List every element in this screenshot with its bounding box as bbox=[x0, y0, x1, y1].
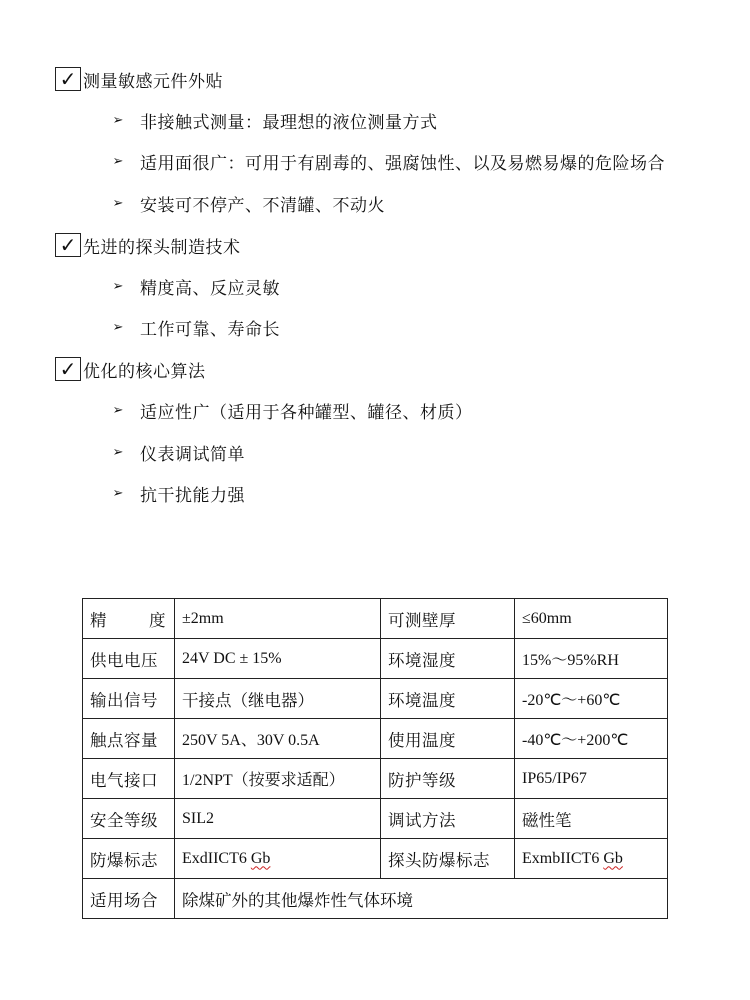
spec-value: IP65/IP67 bbox=[515, 759, 668, 799]
feature-bullet-text: 精度高、反应灵敏 bbox=[140, 278, 280, 299]
table-row bbox=[83, 759, 668, 799]
table-row bbox=[83, 719, 668, 759]
spec-label: 触点容量 bbox=[83, 719, 175, 759]
feature-heading bbox=[55, 356, 206, 382]
table-row bbox=[83, 599, 668, 639]
spec-value: ±2mm bbox=[175, 599, 381, 639]
spec-value-main: ExdIICT6 bbox=[182, 849, 251, 867]
spec-value: 1/2NPT（按要求适配） bbox=[175, 759, 381, 799]
table-row bbox=[83, 679, 668, 719]
spec-label: 环境温度 bbox=[381, 679, 515, 719]
feature-bullet bbox=[110, 274, 280, 298]
table-row bbox=[83, 879, 668, 919]
feature-heading-text: 测量敏感元件外贴 bbox=[83, 71, 223, 92]
spec-label: 适用场合 bbox=[83, 879, 175, 919]
feature-bullet bbox=[110, 481, 245, 505]
feature-bullet-text: 抗干扰能力强 bbox=[140, 485, 245, 506]
spec-label: 供电电压 bbox=[83, 639, 175, 679]
spec-label: 输出信号 bbox=[83, 679, 175, 719]
arrow-bullet-icon: ➢ bbox=[112, 485, 124, 501]
spec-value: 24V DC ± 15% bbox=[175, 639, 381, 679]
spec-value: ≤60mm bbox=[515, 599, 668, 639]
feature-heading-text: 先进的探头制造技术 bbox=[83, 237, 241, 258]
spec-label-part: 度 bbox=[149, 610, 166, 630]
table-row bbox=[83, 799, 668, 839]
arrow-bullet-icon: ➢ bbox=[112, 402, 124, 418]
spec-value: SIL2 bbox=[175, 799, 381, 839]
feature-bullet bbox=[110, 398, 473, 422]
arrow-bullet-icon: ➢ bbox=[112, 278, 124, 294]
spec-value: 除煤矿外的其他爆炸性气体环境 bbox=[175, 879, 668, 919]
spellcheck-underlined-text: Gb bbox=[603, 849, 623, 867]
check-icon: ✓ bbox=[55, 357, 81, 381]
feature-bullet bbox=[110, 440, 245, 464]
feature-bullet-text: 适用面很广：可用于有剧毒的、强腐蚀性、以及易燃易爆的危险场合 bbox=[140, 153, 665, 174]
table-row bbox=[83, 839, 668, 879]
spec-value-main: ExmbIICT6 bbox=[522, 849, 604, 867]
arrow-bullet-icon: ➢ bbox=[112, 153, 124, 169]
spec-value bbox=[515, 839, 668, 879]
spec-label: 安全等级 bbox=[83, 799, 175, 839]
feature-heading bbox=[55, 232, 241, 258]
spec-label: 防护等级 bbox=[381, 759, 515, 799]
spec-value bbox=[175, 839, 381, 879]
feature-bullet bbox=[110, 149, 665, 173]
spec-label: 使用温度 bbox=[381, 719, 515, 759]
spec-value: -20℃～+60℃ bbox=[515, 679, 668, 719]
spec-value: -40℃～+200℃ bbox=[515, 719, 668, 759]
spec-value: 干接点（继电器） bbox=[175, 679, 381, 719]
spec-label: 电气接口 bbox=[83, 759, 175, 799]
spec-label: 防爆标志 bbox=[83, 839, 175, 879]
feature-bullet bbox=[110, 191, 385, 215]
table-row bbox=[83, 639, 668, 679]
feature-bullet-text: 适应性广（适用于各种罐型、罐径、材质） bbox=[140, 402, 473, 423]
feature-bullet-text: 工作可靠、寿命长 bbox=[140, 319, 280, 340]
spec-table bbox=[82, 598, 668, 919]
spec-label: 调试方法 bbox=[381, 799, 515, 839]
check-icon: ✓ bbox=[55, 233, 81, 257]
spec-label-part: 精 bbox=[90, 610, 107, 630]
spec-label: 探头防爆标志 bbox=[381, 839, 515, 879]
spec-label bbox=[83, 599, 175, 639]
feature-bullet bbox=[110, 315, 280, 339]
spellcheck-underlined-text: Gb bbox=[250, 849, 271, 867]
check-icon: ✓ bbox=[55, 67, 81, 91]
feature-bullet-text: 非接触式测量：最理想的液位测量方式 bbox=[140, 112, 438, 133]
spec-label: 可测壁厚 bbox=[381, 599, 515, 639]
feature-bullet-text: 仪表调试简单 bbox=[140, 444, 245, 465]
feature-heading-text: 优化的核心算法 bbox=[83, 361, 206, 382]
spec-value: 15%～95%RH bbox=[515, 639, 668, 679]
spec-value: 250V 5A、30V 0.5A bbox=[175, 719, 381, 759]
spec-value: 磁性笔 bbox=[515, 799, 668, 839]
feature-heading bbox=[55, 66, 223, 92]
arrow-bullet-icon: ➢ bbox=[112, 444, 124, 460]
arrow-bullet-icon: ➢ bbox=[112, 319, 124, 335]
feature-bullet-text: 安装可不停产、不清罐、不动火 bbox=[140, 195, 385, 216]
spec-label-justified bbox=[90, 607, 166, 631]
spec-label: 环境湿度 bbox=[381, 639, 515, 679]
feature-bullet bbox=[110, 108, 438, 132]
arrow-bullet-icon: ➢ bbox=[112, 112, 124, 128]
arrow-bullet-icon: ➢ bbox=[112, 195, 124, 211]
